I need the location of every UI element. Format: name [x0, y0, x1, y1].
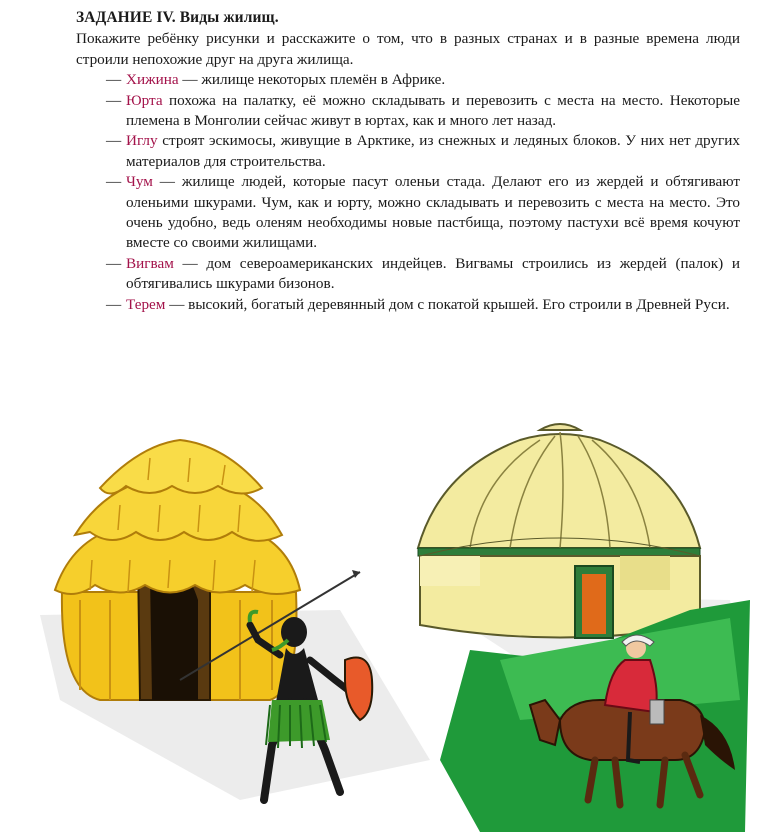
text-block [76, 8, 740, 315]
dash-mark: — [106, 71, 122, 89]
list-item-wigwam [106, 254, 740, 295]
term-yurt: Юрта [126, 91, 163, 109]
illustrations [0, 395, 768, 832]
dash-mark: — [106, 254, 122, 272]
dash-mark: — [106, 295, 122, 313]
task-heading: ЗАДАНИЕ IV. Виды жилищ. [76, 9, 279, 26]
dash-mark: — [106, 91, 122, 109]
term-wigwam: Вигвам [126, 254, 174, 272]
list-item-hut [106, 70, 740, 90]
term-igloo: Иглу [126, 132, 158, 150]
desc-igloo: строят эскимосы, живущие в Арктике, из снежных и ледяных блоков. У них нет других материалов для строительства. [126, 132, 740, 170]
list-item-chum [106, 172, 740, 254]
desc-yurt: похожа на палатку, её можно складывать и перевозить с места на место. Некоторые племена в Монголии сейчас живут в юртах, как и много лет назад. [126, 91, 740, 130]
list-item-terem [106, 295, 740, 315]
desc-hut: — жилище некоторых племён в Африке. [178, 71, 446, 89]
dwelling-list [76, 70, 740, 315]
list-item-yurt [106, 91, 740, 132]
intro-paragraph: Покажите ребёнку рисунки и расскажите о том, что в разных странах и в разные времена люди строили непохожие друг на друга жилища. [76, 30, 740, 68]
term-chum: Чум [126, 173, 153, 191]
desc-terem: — высокий, богатый деревянный дом с покатой крышей. Его строили в Древней Руси. [165, 295, 730, 313]
dash-mark: — [106, 132, 122, 150]
list-item-igloo [106, 131, 740, 172]
term-terem: Терем [126, 295, 166, 313]
desc-chum: — жилище людей, которые пасут оленьи стада. Делают его из жердей и обтягивают оленьими шкурами. Чум, как и юрту, можно складывать и перевозить с места на место. Это очень удобно, ведь оленям необходимы новые пастбища, поэтому пастухи всё время кочуют вместе со своими жилищами. [126, 173, 740, 252]
hut-illustration [55, 440, 300, 700]
term-hut: Хижина [126, 71, 179, 89]
desc-wigwam: — дом североамериканских индейцев. Вигвамы строились из жердей (палок) и обтягивались шкурами бизонов. [126, 254, 740, 293]
yurt-illustration [418, 424, 700, 638]
dash-mark: — [106, 173, 122, 191]
